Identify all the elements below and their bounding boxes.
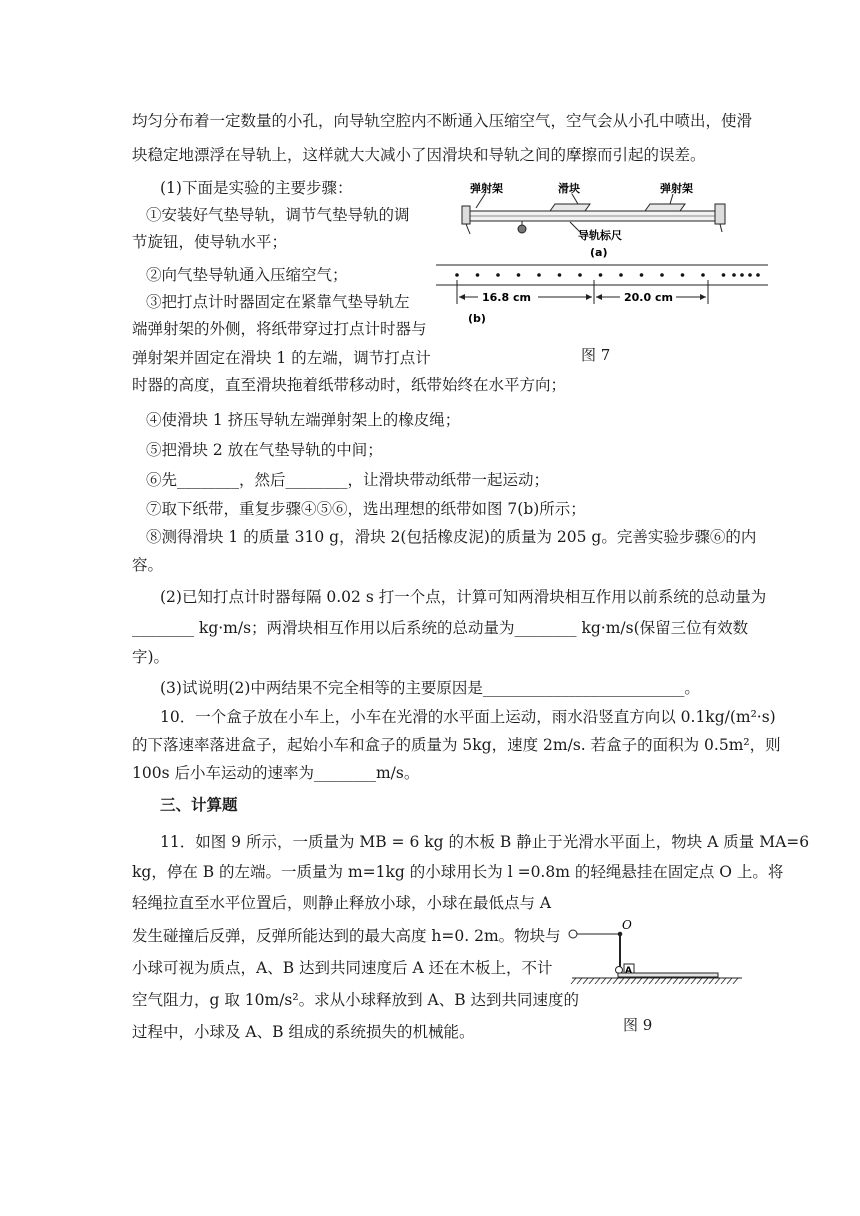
label-launcher-left: 弹射架 (470, 182, 503, 195)
label-slider: 滑块 (558, 182, 580, 195)
air-track (462, 194, 725, 234)
ground-hatch (625, 978, 630, 984)
q9-step3-b: 端弹射架的外侧，将纸带穿过打点计时器与 (132, 320, 427, 338)
label-dist2: 20.0 cm (624, 291, 673, 304)
figure-9-drawing (562, 918, 752, 998)
q9-step4: ④使滑块 1 挤压导轨左端弹射架上的橡皮绳； (146, 411, 461, 429)
ground-hatch (715, 978, 720, 984)
ground-hatch (709, 978, 714, 984)
q9-part1-title: (1)下面是实验的主要步骤： (160, 179, 353, 197)
q11-line-4: 发生碰撞后反弹，反弹所能达到的最大高度 h=0. 2m。物块与 (132, 927, 561, 945)
label-b: (b) (468, 312, 486, 325)
tape-dot (701, 273, 705, 277)
ground-hatch (619, 978, 624, 984)
q9-part3: (3)试说明(2)中两结果不完全相等的主要原因是__________________________。 (160, 679, 700, 697)
tape-dot (619, 273, 623, 277)
ground-hatch (661, 978, 666, 984)
label-dist1: 16.8 cm (482, 291, 531, 304)
tape-dot (748, 273, 752, 277)
ground-hatch (577, 978, 582, 984)
q9-step3-d: 时器的高度，直至滑块拖着纸带移动时，纸带始终在水平方向； (132, 376, 567, 394)
q10-line-3: 100s 后小车运动的速率为________m/s。 (132, 764, 420, 782)
q10-line-2: 的下落速率落进盒子，起始小车和盒子的质量为 5kg，速度 2m/s. 若盒子的面积为 0.5m²，则 (132, 736, 781, 754)
ground-hatch (685, 978, 690, 984)
q9-step5: ⑤把滑块 2 放在气垫导轨的中间； (146, 441, 383, 459)
label-o: O (622, 918, 632, 932)
section-3-heading: 三、计算题 (160, 795, 238, 814)
q11-line-6: 空气阻力，g 取 10m/s²。求从小球释放到 A、B 达到共同速度的 (132, 991, 580, 1009)
ground-hatch (679, 978, 684, 984)
tape-dot (740, 273, 744, 277)
q9-step3-c: 弹射架并固定在滑块 1 的左端，调节打点计 (132, 349, 431, 367)
ground-hatch (655, 978, 660, 984)
ground-hatch (727, 978, 732, 984)
tape-dot (732, 273, 736, 277)
ground-hatch (667, 978, 672, 984)
tape-dot (558, 273, 562, 277)
q9-step1-b: 节旋钮，使导轨水平； (132, 233, 288, 251)
tape-dot (496, 273, 500, 277)
ground-hatch (595, 978, 600, 984)
q9-part2-b: ________ kg·m/s；两滑块相互作用以后系统的总动量为________ kg·m/s(保留三位有效数 (132, 619, 749, 637)
tape-dot (756, 273, 760, 277)
label-launcher-right: 弹射架 (660, 182, 693, 195)
tape-dot (517, 273, 521, 277)
q9-step7: ⑦取下纸带，重复步骤④⑤⑥，选出理想的纸带如图 7(b)所示； (146, 500, 586, 518)
figure-9-caption: 图 9 (623, 1016, 653, 1034)
tape-dot (681, 273, 685, 277)
ground-hatch (613, 978, 618, 984)
ground-hatch (649, 978, 654, 984)
q11-line-5: 小球可视为质点，A、B 达到共同速度后 A 还在木板上，不计 (132, 959, 553, 977)
ground-hatch (631, 978, 636, 984)
intro-line-2: 块稳定地漂浮在导轨上，这样就大大减小了因滑块和导轨之间的摩擦而引起的误差。 (132, 146, 706, 164)
q11-line-7: 过程中，小球及 A、B 组成的系统损失的机械能。 (132, 1023, 475, 1041)
ground-hatch (589, 978, 594, 984)
figure-9 (562, 918, 752, 998)
label-a-block: A (625, 966, 632, 976)
tape-dot (476, 273, 480, 277)
q9-part2-c: 字)。 (132, 648, 170, 666)
tape-dot (722, 273, 726, 277)
label-a: (a) (590, 246, 608, 259)
q9-part2-a: (2)已知打点计时器每隔 0.02 s 打一个点，计算可知两滑块相互作用以前系统的总动量为 (160, 588, 767, 606)
tape-dot (599, 273, 603, 277)
ground-hatch (637, 978, 642, 984)
tape-dot (640, 273, 644, 277)
ground-hatch (571, 978, 576, 984)
ground-hatch (583, 978, 588, 984)
tape-dot (578, 273, 582, 277)
ground-hatch (697, 978, 702, 984)
q11-line-1: 11．如图 9 所示，一质量为 MB = 6 kg 的木板 B 静止于光滑水平面上，物块 A 质量 MA=6 (160, 833, 810, 851)
ground-hatch (703, 978, 708, 984)
label-ruler: 导轨标尺 (578, 229, 622, 242)
q9-step6: ⑥先________，然后________，让滑块带动纸带一起运动； (146, 471, 550, 489)
q9-step1-a: ①安装好气垫导轨，调节气垫导轨的调 (146, 206, 410, 224)
q9-step8-b: 容。 (132, 556, 164, 574)
q10-line-1: 10．一个盒子放在小车上，小车在光滑的水平面上运动，雨水沿竖直方向以 0.1kg/(m²·s) (160, 708, 776, 726)
ground-hatch (607, 978, 612, 984)
ground-hatch (643, 978, 648, 984)
ground-hatch (721, 978, 726, 984)
figure-7-caption: 图 7 (581, 346, 611, 364)
intro-line-1: 均匀分布着一定数量的小孔，向导轨空腔内不断通入压缩空气，空气会从小孔中喷出，使滑 (132, 112, 753, 130)
ground-hatch (673, 978, 678, 984)
q11-line-2: kg，停在 B 的左端。一质量为 m=1kg 的小球用长为 l =0.8m 的轻绳悬挂在固定点 O 上。将 (132, 863, 784, 881)
ball (569, 930, 577, 938)
q9-step8-a: ⑧测得滑块 1 的质量 310 g，滑块 2(包括橡皮泥)的质量为 205 g。完善实验步骤⑥的内 (146, 528, 757, 546)
tape-dot (660, 273, 664, 277)
ground-hatch (691, 978, 696, 984)
ground-hatch (733, 978, 738, 984)
q9-step2: ②向气垫导轨通入压缩空气； (146, 266, 348, 284)
board-b (618, 973, 718, 977)
q9-step3-a: ③把打点计时器固定在紧靠气垫导轨左 (146, 293, 410, 311)
q11-line-3: 轻绳拉直至水平位置后，则静止释放小球，小球在最低点与 A (132, 894, 552, 912)
figure-7-drawing (430, 176, 770, 326)
figure-7 (430, 176, 770, 326)
tape-dot (537, 273, 541, 277)
ground-hatch (601, 978, 606, 984)
tape-dot (455, 273, 459, 277)
